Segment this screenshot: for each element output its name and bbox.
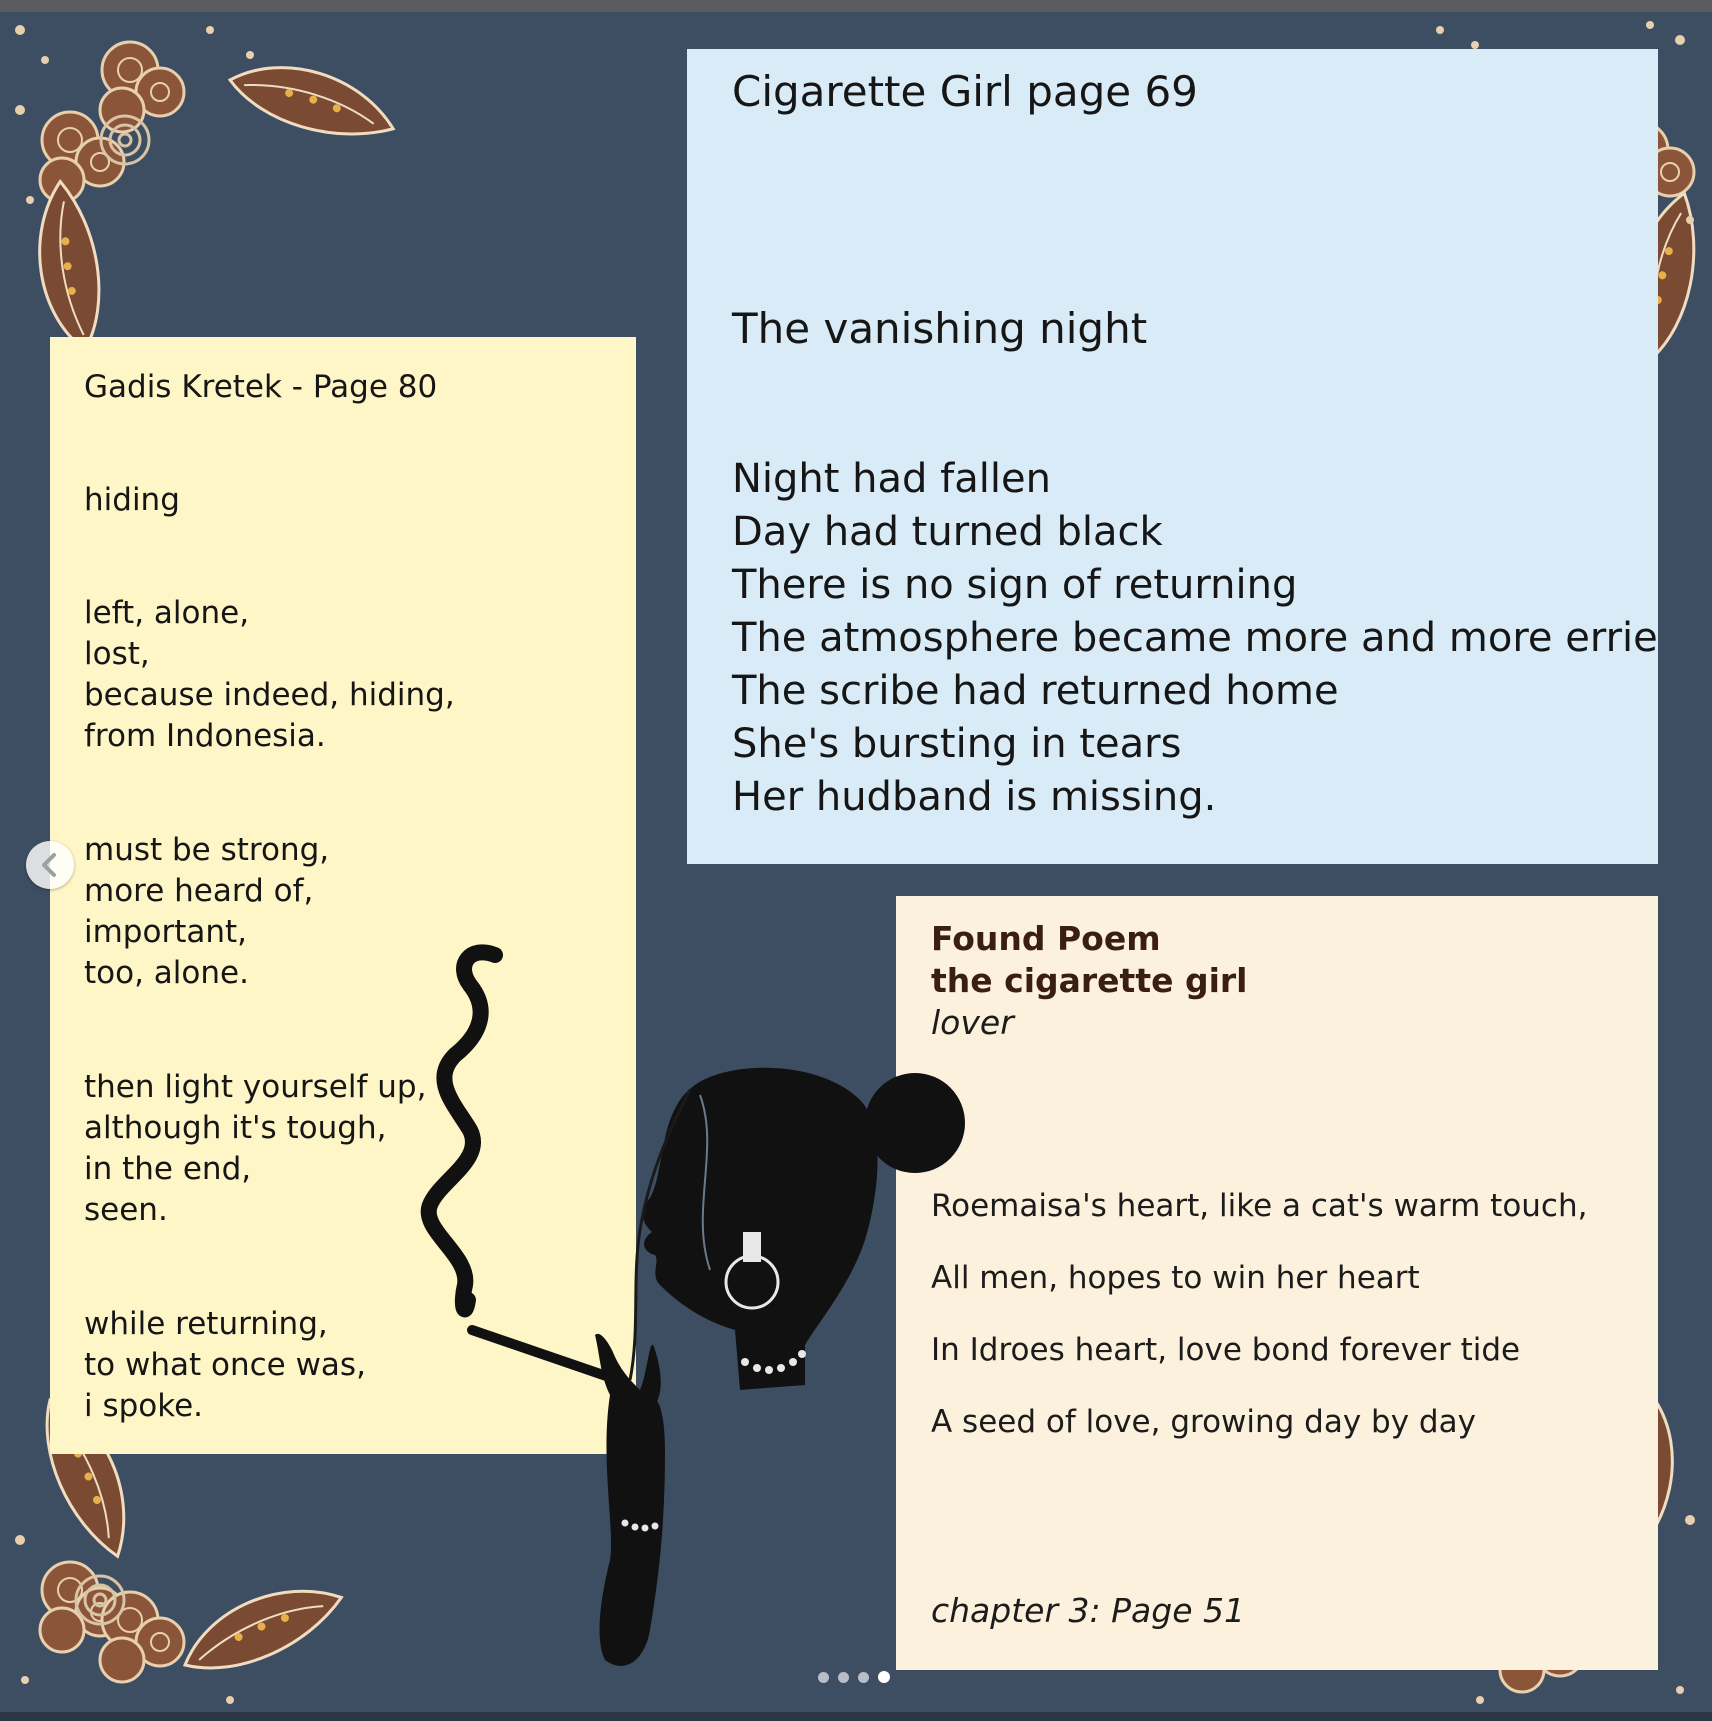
- poem-line: Night had fallen: [732, 456, 1051, 502]
- carousel-prev-button[interactable]: [26, 841, 74, 889]
- poem-line: while returning,: [84, 1306, 328, 1342]
- bottom-edge-strip: [0, 1712, 1712, 1721]
- carousel-dot[interactable]: [838, 1672, 849, 1683]
- poem-line: from Indonesia.: [84, 718, 326, 754]
- found-poem-footer: chapter 3: Page 51: [931, 1591, 1245, 1630]
- note-gadis-kretek: [50, 337, 636, 1454]
- note-title: Cigarette Girl page 69: [732, 67, 1198, 116]
- poem-line: She's bursting in tears: [732, 721, 1182, 767]
- poem-line: The atmosphere became more and more errie: [732, 615, 1658, 661]
- carousel-dot[interactable]: [858, 1672, 869, 1683]
- note-title: Gadis Kretek - Page 80: [84, 369, 438, 405]
- carousel-pagination-dots: [818, 1672, 898, 1686]
- poem-line: hiding: [84, 482, 180, 518]
- poem-line: in the end,: [84, 1151, 252, 1187]
- poem-line: must be strong,: [84, 832, 330, 868]
- poem-line: All men, hopes to win her heart: [931, 1260, 1420, 1296]
- poem-line: i spoke.: [84, 1388, 204, 1424]
- found-poem-heading: Found Poem: [931, 919, 1161, 958]
- poem-line: left, alone,: [84, 595, 250, 631]
- note-cigarette-girl: [687, 49, 1658, 864]
- poem-line: Her hudband is missing.: [732, 774, 1217, 820]
- poem-line: In Idroes heart, love bond forever tide: [931, 1332, 1521, 1368]
- note-found-poem: [896, 896, 1658, 1670]
- poem-line: Day had turned black: [732, 509, 1163, 555]
- poem-line: more heard of,: [84, 873, 314, 909]
- found-poem-tag: lover: [931, 1003, 1014, 1042]
- poem-line: too, alone.: [84, 955, 249, 991]
- poem-line: although it's tough,: [84, 1110, 387, 1146]
- poem-line: to what once was,: [84, 1347, 366, 1383]
- poem-line: Roemaisa's heart, like a cat's warm touch,: [931, 1188, 1588, 1224]
- poem-line: A seed of love, growing day by day: [931, 1404, 1476, 1440]
- carousel-dot-active[interactable]: [878, 1671, 890, 1683]
- carousel-dot[interactable]: [818, 1672, 829, 1683]
- poem-line: lost,: [84, 636, 150, 672]
- poem-line: seen.: [84, 1192, 168, 1228]
- poem-line: There is no sign of returning: [732, 562, 1298, 608]
- chevron-left-icon: [26, 841, 74, 889]
- poem-line: because indeed, hiding,: [84, 677, 455, 713]
- poem-line: important,: [84, 914, 248, 950]
- found-poem-subheading: the cigarette girl: [931, 961, 1248, 1000]
- poem-line: The scribe had returned home: [732, 668, 1339, 714]
- note-subtitle: The vanishing night: [732, 304, 1148, 353]
- poem-line: then light yourself up,: [84, 1069, 427, 1105]
